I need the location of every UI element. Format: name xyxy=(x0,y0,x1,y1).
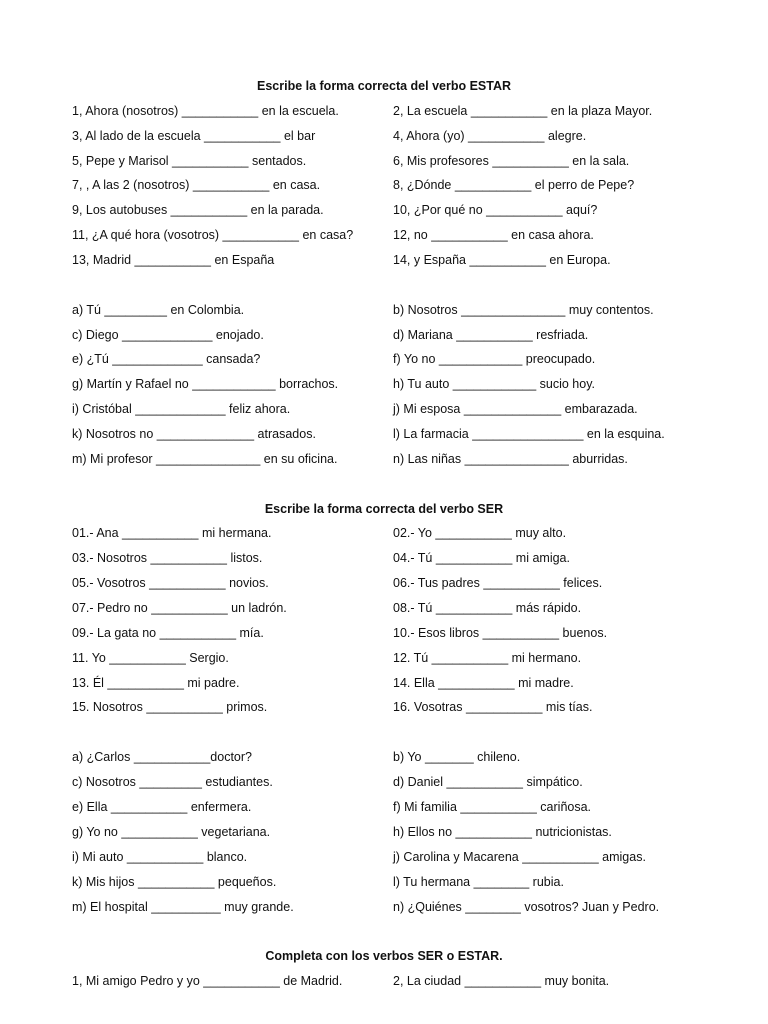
exercise-line: 12. Tú ___________ mi hermano. xyxy=(393,651,582,665)
section-title-ser-o-estar: Completa con los verbos SER o ESTAR. xyxy=(265,949,503,963)
exercise-line: 7, , A las 2 (nosotros) ___________ en casa. xyxy=(72,178,321,192)
exercise-line: h) Tu auto ____________ sucio hoy. xyxy=(393,377,596,391)
exercise-line: b) Yo _______ chileno. xyxy=(393,750,521,764)
section-title-estar: Escribe la forma correcta del verbo ESTAR xyxy=(256,79,512,93)
exercise-line: c) Nosotros _________ estudiantes. xyxy=(72,775,273,789)
exercise-line: 10, ¿Por qué no ___________ aquí? xyxy=(393,203,598,217)
exercise-line: 5, Pepe y Marisol ___________ sentados. xyxy=(72,154,307,168)
exercise-line: e) Ella ___________ enfermera. xyxy=(72,800,252,814)
exercise-line: 08.- Tú ___________ más rápido. xyxy=(393,601,582,615)
exercise-line: j) Mi esposa ______________ embarazada. xyxy=(393,402,638,416)
exercise-line: d) Mariana ___________ resfriada. xyxy=(393,328,589,342)
exercise-line: 10.- Esos libros ___________ buenos. xyxy=(393,626,608,640)
exercise-line: 6, Mis profesores ___________ en la sala. xyxy=(393,154,630,168)
exercise-line: 2, La escuela ___________ en la plaza Mayor. xyxy=(393,104,653,118)
exercise-line: 09.- La gata no ___________ mía. xyxy=(72,626,264,640)
exercise-line: 9, Los autobuses ___________ en la parada. xyxy=(72,203,324,217)
exercise-line: j) Carolina y Macarena ___________ amigas. xyxy=(393,850,646,864)
exercise-line: 14, y España ___________ en Europa. xyxy=(393,253,611,267)
exercise-line: m) El hospital __________ muy grande. xyxy=(72,900,294,914)
exercise-line: n) ¿Quiénes ________ vosotros? Juan y Pedro. xyxy=(393,900,660,914)
exercise-line: m) Mi profesor _______________ en su oficina. xyxy=(72,452,338,466)
exercise-line: 16. Vosotras ___________ mis tías. xyxy=(393,700,593,714)
exercise-line: k) Nosotros no ______________ atrasados. xyxy=(72,427,316,441)
exercise-line: 3, Al lado de la escuela ___________ el bar xyxy=(72,129,316,143)
exercise-line: 07.- Pedro no ___________ un ladrón. xyxy=(72,601,287,615)
exercise-line: 15. Nosotros ___________ primos. xyxy=(72,700,268,714)
exercise-line: k) Mis hijos ___________ pequeños. xyxy=(72,875,277,889)
exercise-line: 1, Mi amigo Pedro y yo ___________ de Madrid. xyxy=(72,974,343,988)
exercise-line: d) Daniel ___________ simpático. xyxy=(393,775,583,789)
exercise-line: 01.- Ana ___________ mi hermana. xyxy=(72,526,272,540)
exercise-line: 02.- Yo ___________ muy alto. xyxy=(393,526,567,540)
exercise-line: l) La farmacia ________________ en la esquina. xyxy=(393,427,665,441)
exercise-line: f) Yo no ____________ preocupado. xyxy=(393,352,596,366)
section-title-ser: Escribe la forma correcta del verbo SER xyxy=(264,502,504,516)
exercise-line: 13. Él ___________ mi padre. xyxy=(72,676,240,690)
exercise-line: 11, ¿A qué hora (vosotros) ___________ en casa? xyxy=(72,228,354,242)
exercise-line: 11. Yo ___________ Sergio. xyxy=(72,651,229,665)
exercise-line: 05.- Vosotros ___________ novios. xyxy=(72,576,269,590)
exercise-line: g) Martín y Rafael no ____________ borrachos. xyxy=(72,377,339,391)
exercise-line: h) Ellos no ___________ nutricionistas. xyxy=(393,825,612,839)
exercise-line: 13, Madrid ___________ en España xyxy=(72,253,275,267)
exercise-line: b) Nosotros _______________ muy contentos. xyxy=(393,303,654,317)
exercise-line: a) Tú _________ en Colombia. xyxy=(72,303,245,317)
exercise-line: 06.- Tus padres ___________ felices. xyxy=(393,576,603,590)
exercise-line: 8, ¿Dónde ___________ el perro de Pepe? xyxy=(393,178,635,192)
exercise-line: i) Mi auto ___________ blanco. xyxy=(72,850,248,864)
exercise-line: a) ¿Carlos ___________doctor? xyxy=(72,750,252,764)
exercise-line: 12, no ___________ en casa ahora. xyxy=(393,228,594,242)
exercise-line: n) Las niñas _______________ aburridas. xyxy=(393,452,628,466)
exercise-line: 14. Ella ___________ mi madre. xyxy=(393,676,574,690)
exercise-line: i) Cristóbal _____________ feliz ahora. xyxy=(72,402,291,416)
exercise-line: e) ¿Tú _____________ cansada? xyxy=(72,352,261,366)
exercise-line: c) Diego _____________ enojado. xyxy=(72,328,264,342)
exercise-line: 4, Ahora (yo) ___________ alegre. xyxy=(393,129,587,143)
exercise-line: g) Yo no ___________ vegetariana. xyxy=(72,825,271,839)
exercise-line: l) Tu hermana ________ rubia. xyxy=(393,875,564,889)
exercise-line: 2, La ciudad ___________ muy bonita. xyxy=(393,974,610,988)
exercise-line: f) Mi familia ___________ cariñosa. xyxy=(393,800,592,814)
exercise-line: 1, Ahora (nosotros) ___________ en la escuela. xyxy=(72,104,339,118)
exercise-line: 04.- Tú ___________ mi amiga. xyxy=(393,551,570,565)
exercise-line: 03.- Nosotros ___________ listos. xyxy=(72,551,263,565)
